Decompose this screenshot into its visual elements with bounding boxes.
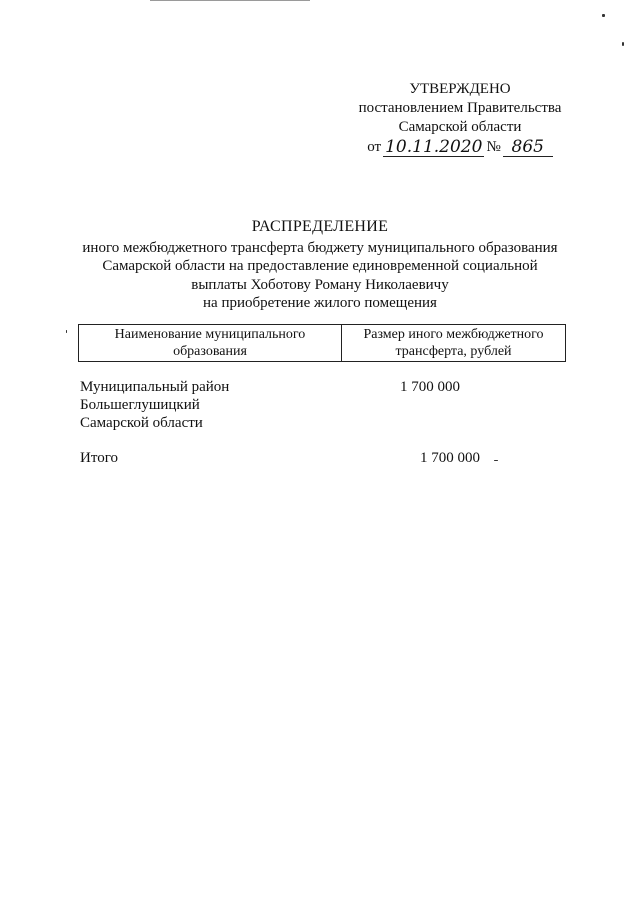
- approval-region: Самарской области: [398, 119, 522, 135]
- approval-stamp: [340, 80, 580, 157]
- number-prefix: №: [486, 139, 501, 155]
- title-line-2: Самарской области на предоставление единовременной социальной: [102, 258, 538, 274]
- column-header-municipality-line1: Наименование муниципального: [114, 327, 306, 342]
- title-line-3: выплаты Хоботову Роману Николаевичу: [191, 276, 449, 293]
- column-header-amount-line1: Размер иного межбюджетного: [363, 327, 544, 342]
- municipality-line3: Самарской области: [80, 415, 203, 431]
- title-line-1: иного межбюджетного трансферта бюджету муниципального образования: [82, 239, 558, 256]
- column-header-municipality-line2: образования: [173, 344, 247, 359]
- scan-speck: [602, 14, 605, 17]
- municipality-line2: Большеглушицкий: [80, 397, 200, 413]
- title-line-4: на приобретение жилого помещения: [203, 295, 437, 311]
- document-title: [40, 218, 600, 313]
- total-amount: 1 700 000: [420, 450, 480, 466]
- total-label: Итого: [80, 450, 118, 466]
- scan-speck: [66, 330, 67, 333]
- title-heading: РАСПРЕДЕЛЕНИЕ: [251, 218, 389, 235]
- approval-date-line: [340, 138, 580, 157]
- table-row-municipality: [80, 378, 229, 432]
- approval-authority: постановлением Правительства: [358, 100, 562, 116]
- column-header-amount: [342, 325, 566, 362]
- date-prefix: от: [367, 139, 382, 155]
- table-row-amount: 1 700 000: [400, 379, 460, 395]
- distribution-table-header: [78, 324, 566, 362]
- column-header-municipality: [79, 325, 342, 362]
- approval-heading: УТВЕРЖДЕНО: [409, 81, 511, 97]
- scan-speck: [622, 42, 624, 46]
- scan-speck: [494, 460, 498, 461]
- handwritten-number: 865: [503, 139, 553, 157]
- scan-edge-line: [150, 0, 310, 1]
- municipality-line1: Муниципальный район: [80, 379, 230, 395]
- column-header-amount-line2: трансферта, рублей: [395, 344, 512, 359]
- handwritten-date: 10.11.2020: [385, 137, 483, 157]
